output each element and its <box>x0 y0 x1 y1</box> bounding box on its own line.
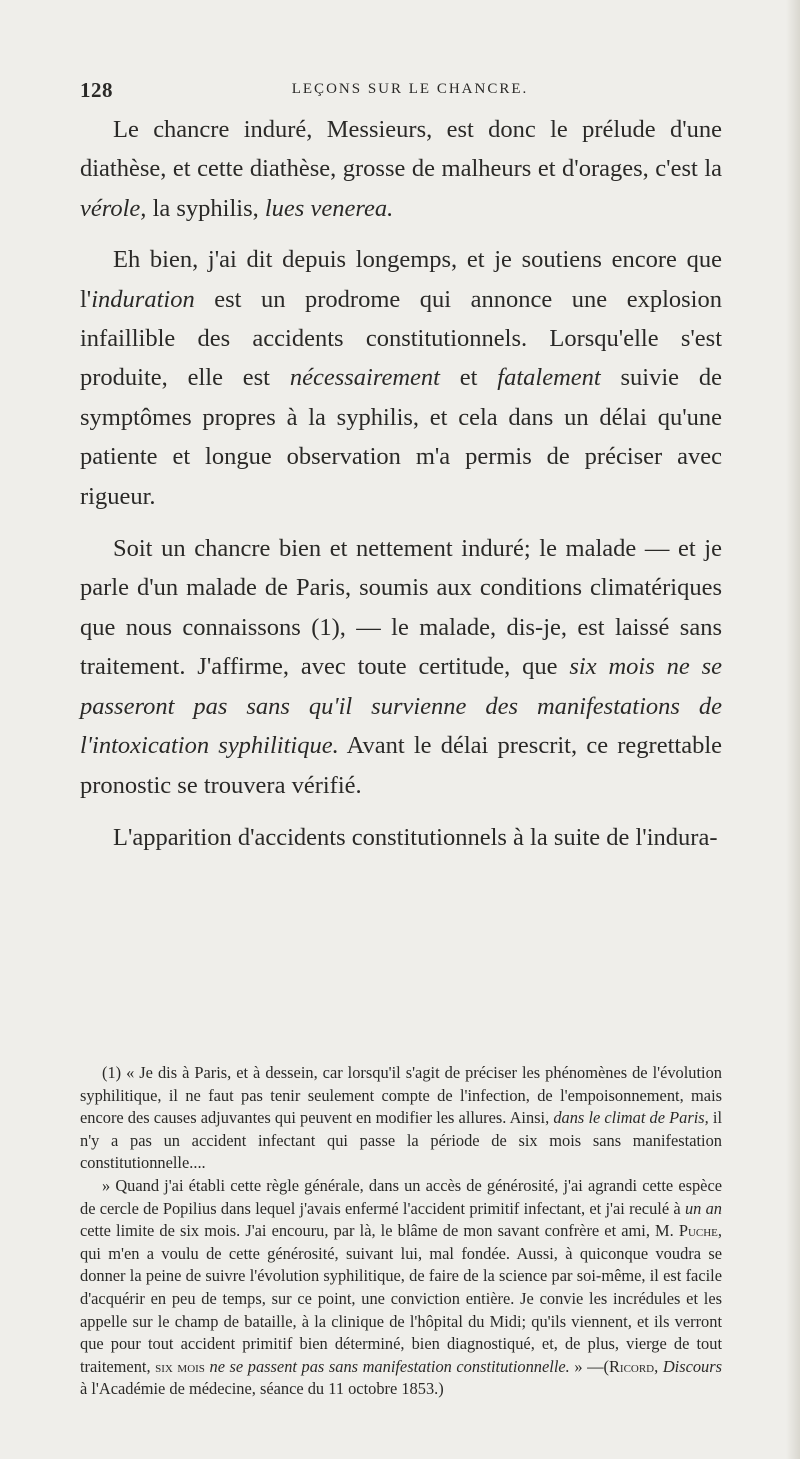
small-caps-text: six mois <box>155 1356 205 1376</box>
emphasis: un an <box>684 1198 722 1218</box>
emphasis: vérole, <box>80 194 147 222</box>
emphasis: dans le climat de Paris, <box>553 1108 709 1128</box>
main-text <box>80 110 722 870</box>
paragraph-4: L'apparition d'accidents constitutionnels à la suite de l'indura- <box>113 823 718 851</box>
page-number: 128 <box>80 78 113 102</box>
footnote <box>80 1062 722 1401</box>
footnote-paragraph-1: (1) « Je dis à Paris, et à dessein, car lorsqu'il s'agit de préciser les phénomènes de l'évolution syphilitique, il ne faut pas tenir seulement compte de l'infection, de l'empoisonnement, mais encore des causes adjuvantes qui peuvent en modifier les allures. Ainsi, dans le climat de Paris, il n'y a pas un accident infectant qui passe la période de six mois sans manifestation constitutionnelle.... <box>80 1063 722 1173</box>
paragraph-1: Le chancre induré, Messieurs, est donc le prélude d'une diathèse, et cette diathèse, grosse de malheurs et d'orages, c'est la vérole, la syphilis, lues venerea. <box>80 116 722 222</box>
emphasis: Discours <box>662 1356 723 1376</box>
emphasis: six mois ne se passeront pas sans qu'il survienne des manifestations de l'intoxication syphilitique. <box>80 653 722 760</box>
footnote-paragraph-2: » Quand j'ai établi cette règle générale, dans un accès de générosité, j'ai agrandi cette espèce de cercle de Popilius dans lequel j'avais enfermé l'accident primitif infectant, et j'ai reculé à un an cette limite de six mois. J'ai encouru, par là, le blâme de mon savant confrère et ami, M. Puche, qui m'en a voulu de cette générosité, suivant lui, mal fondée. Aussi, à quiconque voudra se donner la peine de suivre l'évolution syphilitique, de faire de la science par soi-même, il est facile d'acquérir en peu de temps, sur ce point, une conviction entière. Je convie les incrédules et les appelle sur le champ de bataille, à la clinique de l'hôpital du Midi; qu'ils viennent, et ils verront que pour tout accident primitif bien déterminé, bien diagnostiqué, et, de plus, vierge de tout traitement, six mois ne se passent pas sans manifestation constitutionnelle. » —(Ricord, Discours à l'Académie de médecine, séance du 11 octobre 1853.) <box>80 1175 723 1399</box>
emphasis: induration <box>91 285 195 313</box>
paragraph-3: Soit un chancre bien et nettement induré; le malade — et je parle d'un malade de Paris, soumis aux conditions climatériques que nous connaissons (1), — le malade, dis-je, est laissé sans traitement. J'affirme, avec toute certitude, que six mois ne se passeront pas sans qu'il survienne des manifestations de l'intoxication syphilitique. Avant le délai prescrit, ce regrettable pronostic se trouvera vérifié. <box>80 535 722 799</box>
page-edge-shadow <box>786 0 800 1459</box>
author-name: Ricord <box>608 1356 655 1376</box>
author-name: Puche <box>678 1221 718 1241</box>
emphasis: ne se passent pas sans manifestation constitutionnelle. <box>209 1356 570 1376</box>
page-header <box>80 78 720 108</box>
emphasis: lues venerea. <box>264 194 394 222</box>
paragraph-2: Eh bien, j'ai dit depuis longemps, et je soutiens encore que l'induration est un prodrome qui annonce une explosion infaillible des accidents constitutionnels. Lorsqu'elle s'est produite, elle est nécessairement et fatalement suivie de symptômes propres à la syphilis, et cela dans un délai qu'une patiente et longue observation m'a permis de préciser avec rigueur. <box>80 246 722 510</box>
running-title: LEÇONS SUR LE CHANCRE. <box>291 81 529 97</box>
emphasis: nécessairement <box>289 364 440 392</box>
emphasis: fatalement <box>497 364 601 392</box>
